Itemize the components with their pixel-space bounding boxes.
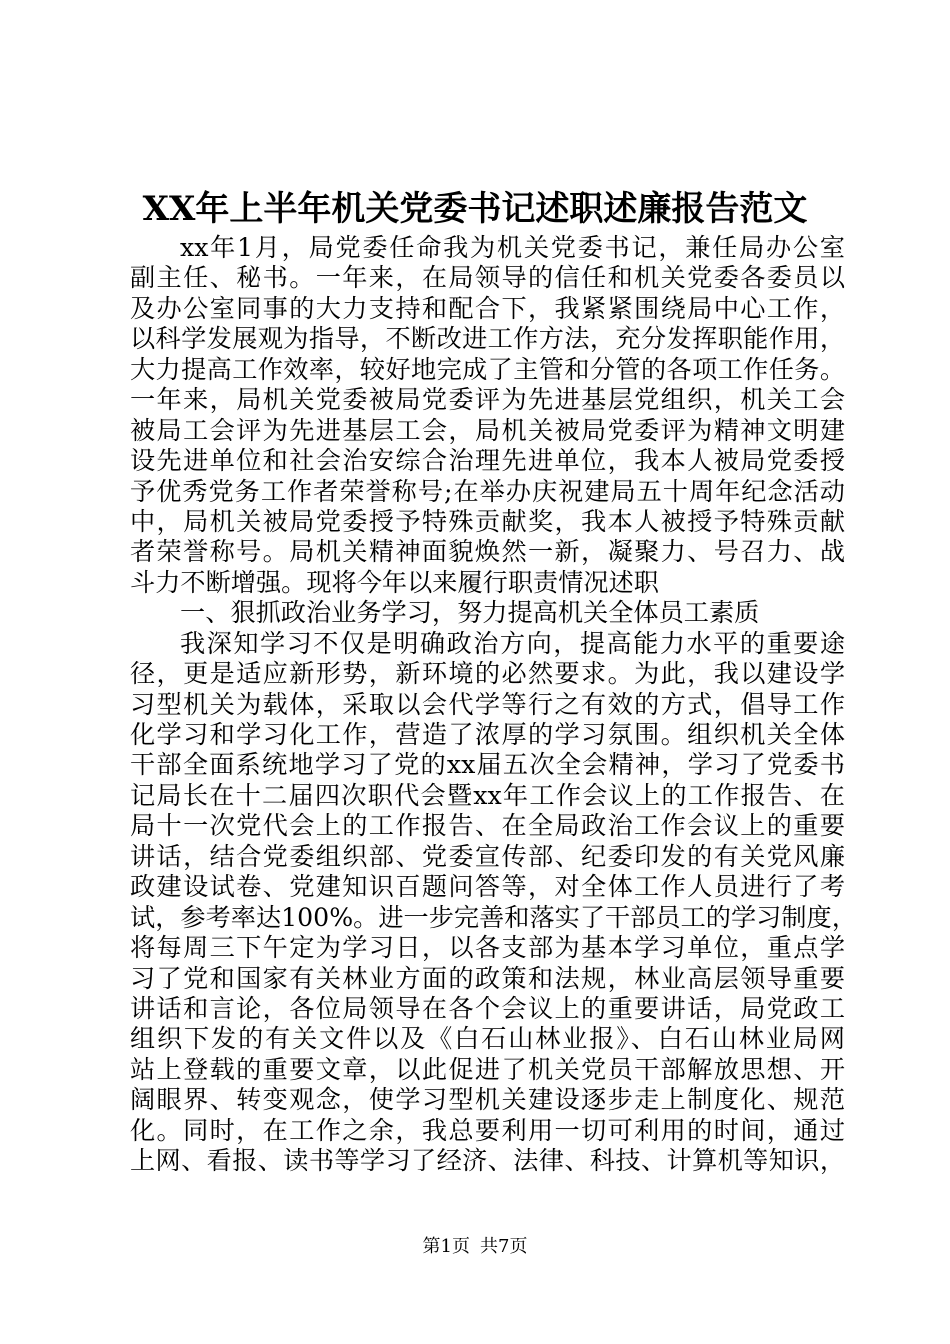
body-line: 阔眼界、转变观念，使学习型机关建设逐步走上制度化、规范	[130, 1085, 845, 1115]
body-line: 及办公室同事的大力支持和配合下，我紧紧围绕局中心工作，	[130, 293, 845, 323]
body-line: 斗力不断增强。现将今年以来履行职责情况述职	[130, 567, 659, 597]
page-number: 第1页	[422, 1236, 470, 1257]
body-line: 者荣誉称号。局机关精神面貌焕然一新，凝聚力、号召力、战	[130, 537, 845, 567]
body-line: 干部全面系统地学习了党的xx届五次全会精神，学习了党委书	[130, 750, 845, 780]
body-line: 一年来，局机关党委被局党委评为先进基层党组织，机关工会	[130, 385, 845, 415]
body-line: 大力提高工作效率，较好地完成了主管和分管的各项工作任务。	[130, 354, 845, 384]
body-line: 予优秀党务工作者荣誉称号;在举办庆祝建局五十周年纪念活动	[130, 476, 845, 506]
page-total: 共7页	[480, 1236, 528, 1257]
body-line: 习型机关为载体，采取以会代学等行之有效的方式，倡导工作	[130, 689, 845, 719]
body-line: 站上登载的重要文章，以此促进了机关党员干部解放思想、开	[130, 1054, 845, 1084]
page-footer	[0, 1232, 950, 1262]
body-line: 讲话，结合党委组织部、党委宣传部、纪委印发的有关党风廉	[130, 841, 845, 871]
body-line: 设先进单位和社会治安综合治理先进单位，我本人被局党委授	[130, 446, 845, 476]
body-line: 讲话和言论，各位局领导在各个会议上的重要讲话，局党政工	[130, 993, 845, 1023]
body-line: 化。同时，在工作之余，我总要利用一切可利用的时间，通过	[130, 1115, 845, 1145]
body-line: 局十一次党代会上的工作报告、在全局政治工作会议上的重要	[130, 811, 845, 841]
body-line: 记局长在十二届四次职代会暨xx年工作会议上的工作报告、在	[130, 780, 845, 810]
body-line: 将每周三下午定为学习日，以各支部为基本学习单位，重点学	[130, 933, 845, 963]
body-line: 我深知学习不仅是明确政治方向，提高能力水平的重要途	[180, 628, 845, 658]
body-line: xx年1月，局党委任命我为机关党委书记，兼任局办公室	[180, 233, 845, 262]
document-title: XX年上半年机关党委书记述职述廉报告范文	[142, 189, 808, 229]
body-line: 组织下发的有关文件以及《白石山林业报》、白石山林业局网	[130, 1024, 845, 1054]
section-heading: 一、狠抓政治业务学习，努力提高机关全体员工素质	[180, 598, 760, 628]
body-line: 习了党和国家有关林业方面的政策和法规，林业高层领导重要	[130, 963, 845, 993]
body-line: 中，局机关被局党委授予特殊贡献奖，我本人被授予特殊贡献	[130, 506, 845, 536]
body-line: 副主任、秘书。一年来，在局领导的信任和机关党委各委员以	[130, 263, 845, 293]
body-line: 试，参考率达100%。进一步完善和落实了干部员工的学习制度，	[130, 902, 857, 932]
document-body	[130, 233, 857, 1177]
body-line: 政建设试卷、党建知识百题问答等，对全体工作人员进行了考	[130, 872, 845, 902]
body-line: 化学习和学习化工作，营造了浓厚的学习氛围。组织机关全体	[130, 720, 845, 749]
body-line: 以科学发展观为指导，不断改进工作方法，充分发挥职能作用，	[130, 324, 845, 354]
body-line: 被局工会评为先进基层工会，局机关被局党委评为精神文明建	[130, 415, 845, 445]
body-line: 径，更是适应新形势，新环境的必然要求。为此，我以建设学	[130, 659, 845, 689]
body-line: 上网、看报、读书等学习了经济、法律、科技、计算机等知识，	[130, 1146, 845, 1176]
